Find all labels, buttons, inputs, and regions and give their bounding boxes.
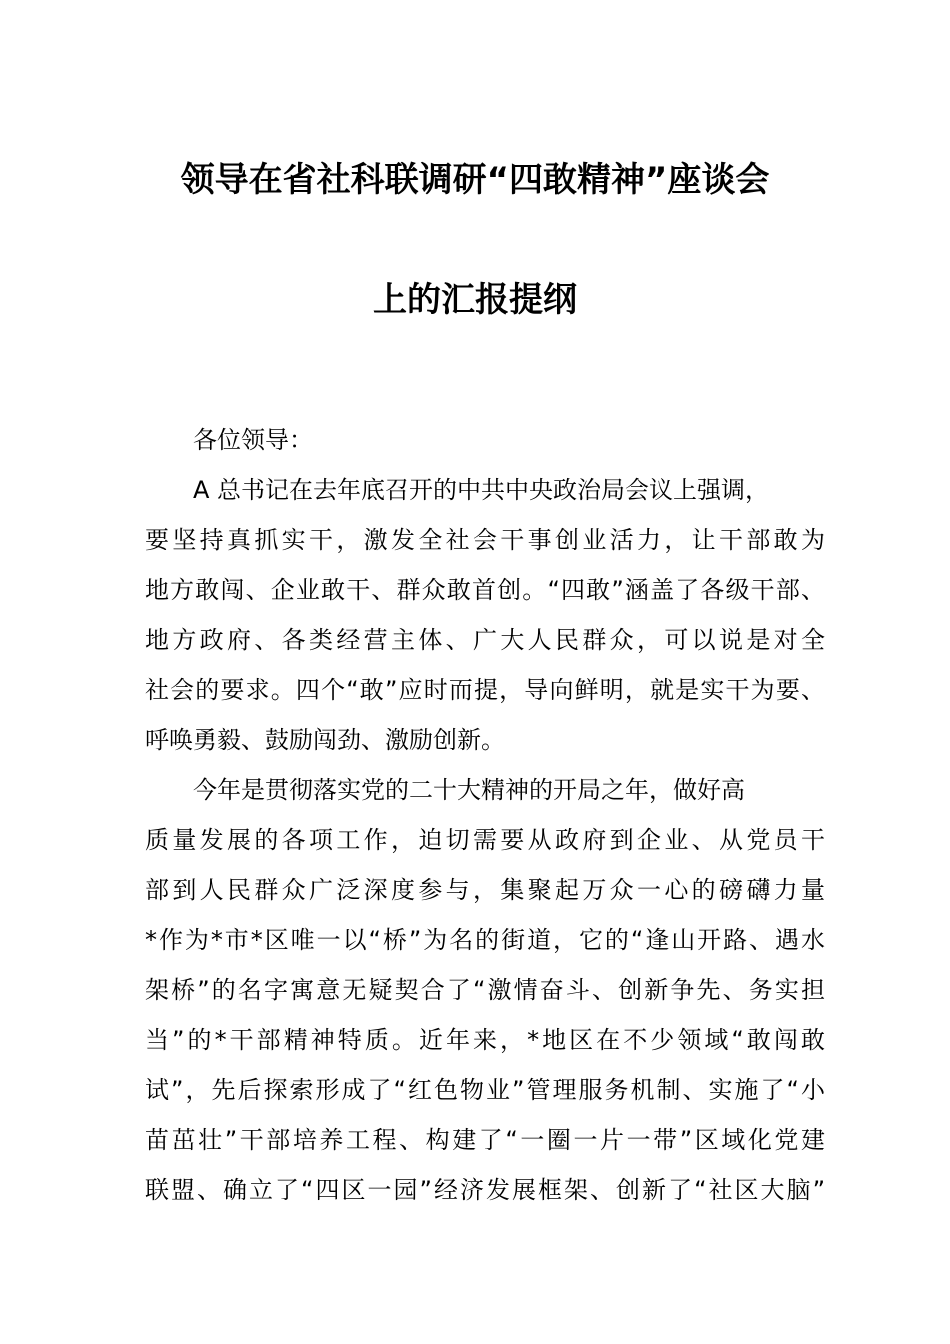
paragraph-line: 今年是贯彻落实党的二十大精神的开局之年，做好高 [193,776,745,804]
paragraph-line: 试”，先后探索形成了“红色物业”管理服务机制、实施了“小 [145,1076,825,1104]
paragraph-1 [145,470,825,770]
paragraph-line: 联盟、确立了“四区一园”经济发展框架、创新了“社区大脑” [145,1176,825,1204]
paragraph-line: 当”的*干部精神特质。近年来，*地区在不少领域“敢闯敢 [145,1026,825,1054]
document-title-line-1: 领导在省社科联调研“四敢精神”座谈会 [180,160,770,200]
paragraph-line: 呼唤勇毅、鼓励闯劲、激励创新。 [145,726,505,754]
paragraph-line: 地方敢闯、企业敢干、群众敢首创。“四敢”涵盖了各级干部、 [145,576,825,604]
paragraph-line: 架桥”的名字寓意无疑契合了“激情奋斗、创新争先、务实担 [145,976,825,1004]
document-title-line-2: 上的汇报提纲 [373,280,577,320]
document-body [145,420,825,1220]
paragraph-line: 要坚持真抓实干，激发全社会干事创业活力，让干部敢为 [145,526,825,554]
paragraph-line: 社会的要求。四个“敢”应时而提，导向鲜明，就是实干为要、 [145,676,825,704]
salutation: 各位领导： [193,426,313,454]
paragraph-line: 地方政府、各类经营主体、广大人民群众，可以说是对全 [145,626,825,654]
paragraph-line: 质量发展的各项工作，迫切需要从政府到企业、从党员干 [145,826,825,854]
paragraph-line: 苗茁壮”干部培养工程、构建了“一圈一片一带”区域化党建 [145,1126,825,1154]
paragraph-2 [145,770,825,1220]
paragraph-line: *作为*市*区唯一以“桥”为名的街道，它的“逢山开路、遇水 [145,926,825,954]
paragraph-line: A 总书记在去年底召开的中共中央政治局会议上强调， [193,476,770,504]
paragraph-line: 部到人民群众广泛深度参与，集聚起万众一心的磅礴力量 [145,876,825,904]
